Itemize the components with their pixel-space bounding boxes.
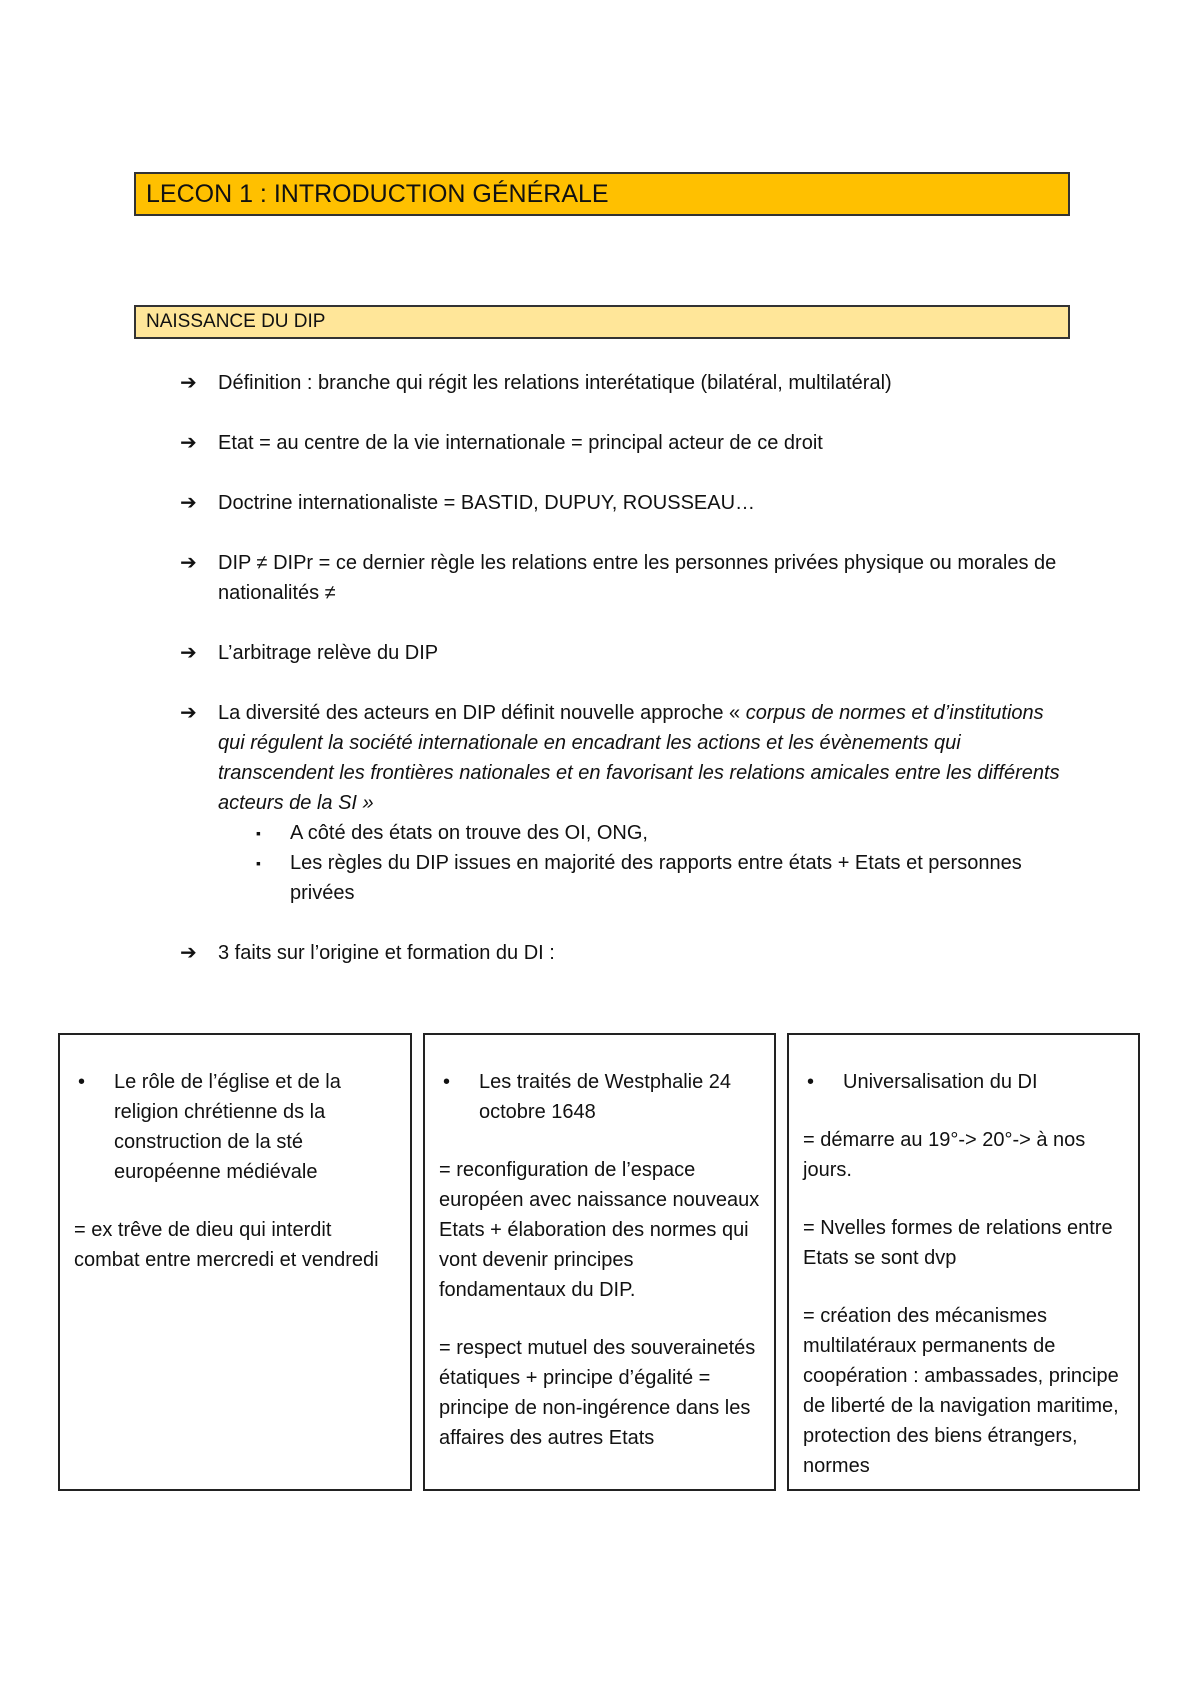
list-item — [180, 428, 1060, 458]
square-bullet-icon: ▪ — [256, 855, 261, 871]
item-text: Définition : branche qui régit les relations interétatique (bilatéral, multilatéral) — [218, 372, 892, 394]
fact-paragraph: = respect mutuel des souverainetés étatiques + principe d’égalité = principe de non-ingérence dans les affaires des autres Etats — [439, 1337, 756, 1449]
fact-paragraph: = création des mécanismes multilatéraux permanents de coopération : ambassades, principe de liberté de la navigation maritime, protection des biens étrangers, normes — [803, 1305, 1119, 1477]
definition-list — [180, 368, 1060, 968]
fact-paragraph: = ex trêve de dieu qui interdit combat entre mercredi et vendredi — [74, 1219, 379, 1271]
item-text: Doctrine internationaliste = BASTID, DUPUY, ROUSSEAU… — [218, 492, 756, 514]
fact-box — [423, 1033, 776, 1491]
list-item — [180, 698, 1060, 818]
fact-box-heading — [439, 1067, 760, 1127]
arrow-icon: ➔ — [180, 942, 197, 964]
arrow-icon: ➔ — [180, 642, 197, 664]
list-item — [180, 638, 1060, 668]
item-text-intro: La diversité des acteurs en DIP définit nouvelle approche « — [218, 702, 741, 724]
fact-box-heading — [74, 1067, 396, 1187]
bullet-icon: • — [443, 1071, 451, 1093]
square-bullet-icon: ▪ — [256, 825, 261, 841]
arrow-icon: ➔ — [180, 372, 197, 394]
fact-box-heading — [803, 1067, 1124, 1097]
sub-item-text: Les règles du DIP issues en majorité des rapports entre états + Etats et personnes privées — [290, 852, 1022, 904]
fact-box — [58, 1033, 412, 1491]
lesson-title: LECON 1 : INTRODUCTION GÉNÉRALE — [134, 172, 1070, 216]
arrow-icon: ➔ — [180, 432, 197, 454]
fact-paragraph: = Nvelles formes de relations entre Etats se sont dvp — [803, 1217, 1113, 1269]
fact-heading-text: Les traités de Westphalie 24 octobre 1648 — [479, 1071, 732, 1123]
item-text: DIP ≠ DIPr = ce dernier règle les relations entre les personnes privées physique ou morales de nationalités ≠ — [218, 552, 1057, 604]
item-text — [218, 698, 1060, 818]
sub-list-item — [256, 848, 1060, 908]
bullet-icon: • — [78, 1071, 86, 1093]
fact-paragraph: = reconfiguration de l’espace européen avec naissance nouveaux Etats + élaboration des normes qui vont devenir principes fondamentaux du DIP. — [439, 1159, 760, 1301]
list-item — [180, 368, 1060, 398]
fact-heading-text: Le rôle de l’église et de la religion chrétienne ds la construction de la sté européenne médiévale — [114, 1071, 341, 1183]
sub-list-item — [256, 818, 1060, 848]
arrow-icon: ➔ — [180, 552, 197, 574]
list-item — [180, 488, 1060, 518]
list-item — [180, 548, 1060, 608]
item-text: 3 faits sur l’origine et formation du DI : — [218, 942, 555, 964]
bullet-icon: • — [807, 1071, 815, 1093]
section-title: NAISSANCE DU DIP — [134, 305, 1070, 339]
item-quote: corpus de normes et d’institutions qui régulent la société internationale en encadrant les actions et les évènements qui transcendent les frontières nationales et en favorisant les relations amicales entre les différents acteurs de la SI » — [218, 702, 1060, 814]
fact-heading-text: Universalisation du DI — [843, 1071, 1038, 1093]
sub-item-text: A côté des états on trouve des OI, ONG, — [290, 822, 648, 844]
arrow-icon: ➔ — [180, 702, 197, 724]
item-text: L’arbitrage relève du DIP — [218, 642, 439, 664]
arrow-icon: ➔ — [180, 492, 197, 514]
item-text: Etat = au centre de la vie internationale = principal acteur de ce droit — [218, 432, 823, 454]
fact-box — [787, 1033, 1140, 1491]
list-item — [180, 938, 1060, 968]
fact-paragraph: = démarre au 19°-> 20°-> à nos jours. — [803, 1129, 1086, 1181]
